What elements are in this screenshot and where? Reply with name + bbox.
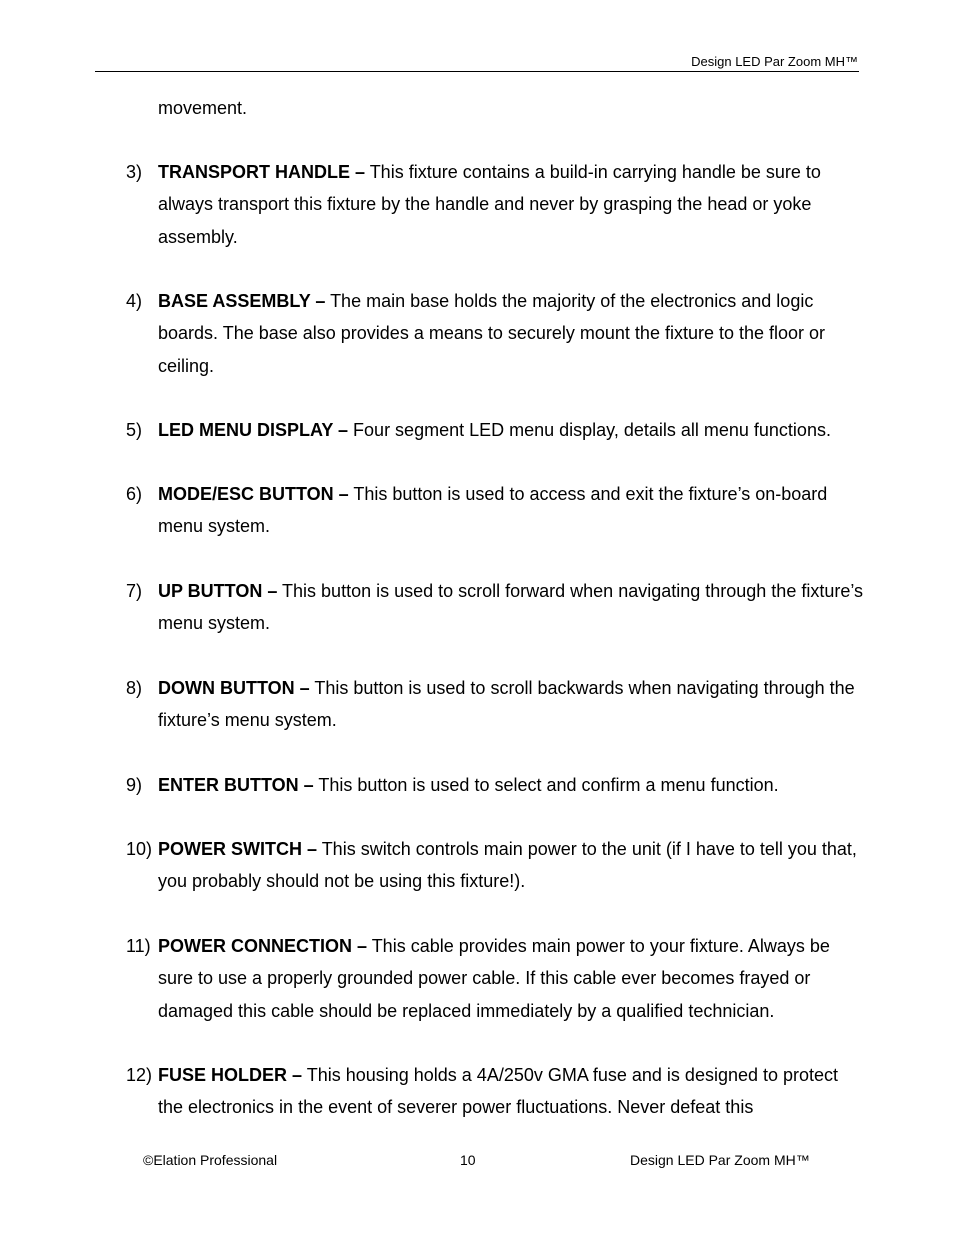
item-term: UP BUTTON –: [158, 581, 278, 601]
item-body: [158, 285, 866, 382]
list-item-up-button: [126, 575, 866, 640]
item-number: 12): [126, 1065, 153, 1085]
item-text: This fixture contains a build-in carrying handle be sure to always transport this fixture by the handle and never by grasping the head or yoke assembly.: [158, 162, 821, 247]
item-body: [158, 769, 866, 801]
item-term: BASE ASSEMBLY –: [158, 291, 326, 311]
item-body: [158, 575, 866, 640]
item-text: Four segment LED menu display, details all menu functions.: [348, 420, 831, 440]
item-term: MODE/ESC BUTTON –: [158, 484, 349, 504]
item-body: [158, 156, 866, 253]
item-body: [158, 478, 866, 543]
header-rule: [95, 71, 859, 72]
item-number: 5): [126, 420, 143, 440]
list-item-mode-esc-button: [126, 478, 866, 543]
item-term: POWER CONNECTION –: [158, 936, 368, 956]
item-term: DOWN BUTTON –: [158, 678, 310, 698]
item-term: POWER SWITCH –: [158, 839, 318, 859]
list-item-power-connection: [126, 930, 866, 1027]
item-text: This button is used to scroll forward when navigating through the fixture’s menu system.: [158, 581, 864, 634]
item-text: This button is used to access and exit the fixture’s on-board menu system.: [158, 484, 828, 537]
item-number: 9): [126, 775, 143, 795]
list-item-enter-button: [126, 769, 866, 801]
list-item-led-menu-display: [126, 414, 866, 446]
item-number: 8): [126, 678, 143, 698]
item-body: [158, 414, 866, 446]
list-item-transport-handle: [126, 156, 866, 253]
list-item-base-assembly: [126, 285, 866, 382]
list-item-down-button: [126, 672, 866, 737]
item-text: This cable provides main power to your fixture. Always be sure to use a properly grounded power cable. If this cable ever becomes frayed or damaged this cable should be replaced immediately by a qualified technician.: [158, 936, 830, 1021]
item-term: FUSE HOLDER –: [158, 1065, 303, 1085]
item-text: This button is used to scroll backwards when navigating through the fixture’s menu system.: [158, 678, 855, 731]
item-number: 3): [126, 162, 143, 182]
item-body: [158, 672, 866, 737]
item-text: This housing holds a 4A/250v GMA fuse and is designed to protect the electronics in the event of severer power fluctuations. Never defeat this: [158, 1065, 839, 1118]
footer-copyright: ©Elation Professional: [143, 1152, 278, 1168]
list-item-fuse-holder: [126, 1059, 866, 1124]
item-number: 11): [126, 936, 151, 956]
item-text: This switch controls main power to the unit (if I have to tell you that, you probably should not be using this fixture!).: [158, 839, 857, 892]
list-item-power-switch: [126, 833, 866, 898]
item-term: ENTER BUTTON –: [158, 775, 314, 795]
item-body: [158, 833, 866, 898]
item-body: [158, 1059, 866, 1124]
item-body: [158, 930, 866, 1027]
footer-product-name: Design LED Par Zoom MH™: [630, 1152, 810, 1168]
item-text: The main base holds the majority of the electronics and logic boards. The base also provides a means to securely mount the fixture to the floor or ceiling.: [158, 291, 826, 376]
item-term: LED MENU DISPLAY –: [158, 420, 349, 440]
item-term: TRANSPORT HANDLE –: [158, 162, 366, 182]
footer-page-number: 10: [460, 1152, 476, 1168]
item-number: 10): [126, 839, 153, 859]
header-title: Design LED Par Zoom MH™: [691, 54, 858, 69]
item-number: 7): [126, 581, 143, 601]
item-text: This button is used to select and confirm a menu function.: [313, 775, 779, 795]
item-number: 6): [126, 484, 143, 504]
continuation-text: movement.: [158, 98, 248, 118]
item-number: 4): [126, 291, 143, 311]
